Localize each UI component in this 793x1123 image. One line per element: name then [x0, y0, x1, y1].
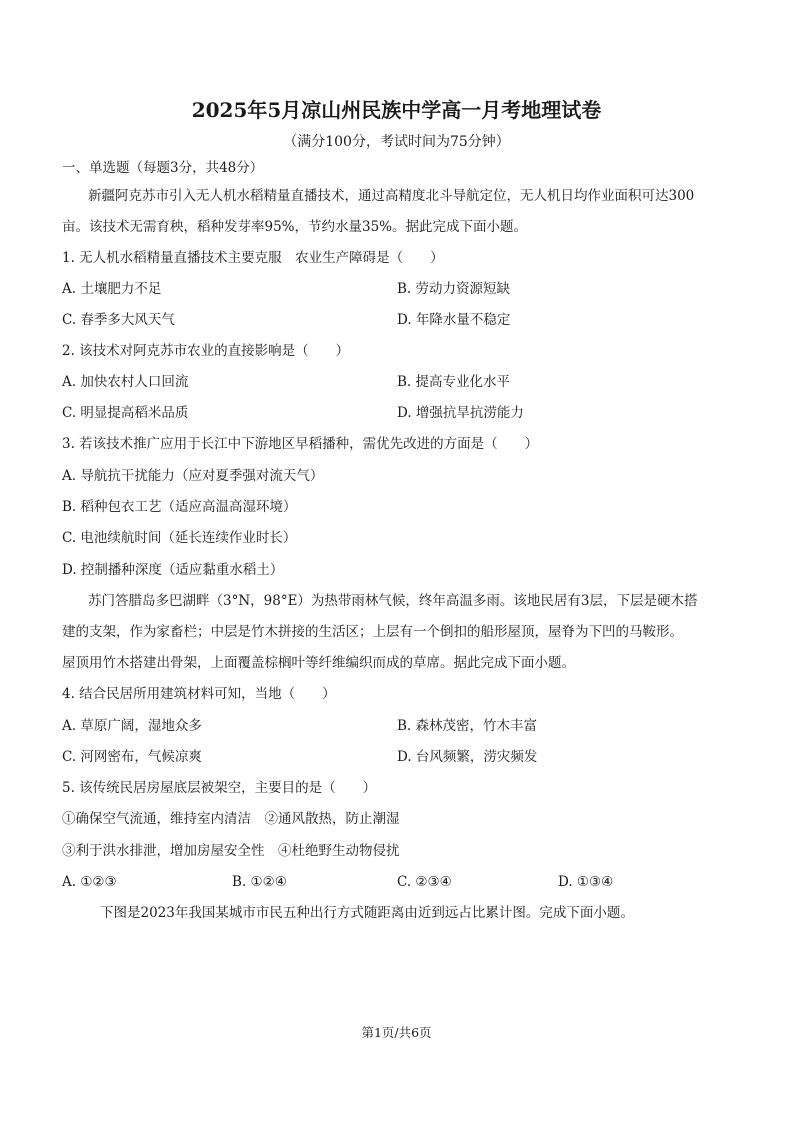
q3-option-c: C. 电池续航时间（延长连续作业时长）	[62, 530, 297, 546]
q4-option-c: C. 河网密布，气候凉爽	[62, 749, 202, 765]
q1-stem: 1. 无人机水稻精量直播技术主要克服 农业生产障碍是（ ）	[62, 250, 444, 266]
q1-option-a: A. 土壤肥力不足	[62, 281, 162, 297]
q2-stem: 2. 该技术对阿克苏市农业的直接影响是（ ）	[62, 343, 350, 359]
q3-stem: 3. 若该技术推广应用于长江中下游地区早稻播种，需优先改进的方面是（ ）	[62, 436, 539, 452]
q5-stem: 5. 该传统民居房屋底层被架空，主要目的是（ ）	[62, 780, 377, 796]
q3-option-b: B. 稻种包衣工艺（适应高温高湿环境）	[62, 499, 297, 515]
q5-option-a: A. ①②③	[62, 874, 117, 890]
q4-stem: 4. 结合民居所用建筑材料可知，当地（ ）	[62, 686, 336, 702]
q5-statements-1: ①确保空气流通，维持室内清洁 ②通风散热，防止潮湿	[62, 811, 400, 827]
q1-option-b: B. 劳动力资源短缺	[397, 281, 511, 297]
passage3-line1: 下图是2023年我国某城市市民五种出行方式随距离由近到远占比累计图。完成下面小题。	[100, 905, 634, 921]
section-heading: 一、单选题（每题3分，共48分）	[62, 160, 264, 176]
exam-subtitle: （满分100分，考试时间为75分钟）	[283, 134, 510, 150]
passage1-line2: 亩。该技术无需育秧，稻种发芽率95%，节约水量35%。据此完成下面小题。	[62, 219, 528, 235]
q1-option-c: C. 春季多大风天气	[62, 312, 175, 328]
q5-statements-2: ③利于洪水排泄，增加房屋安全性 ④杜绝野生动物侵扰	[62, 843, 400, 859]
page-number: 第1页/共6页	[361, 1025, 432, 1040]
q2-option-b: B. 提高专业化水平	[397, 374, 511, 390]
q4-option-b: B. 森林茂密，竹木丰富	[397, 718, 538, 734]
q5-option-b: B. ①②④	[232, 874, 287, 890]
q5-option-d: D. ①③④	[558, 874, 614, 890]
q3-option-d: D. 控制播种深度（适应黏重水稻土）	[62, 562, 284, 578]
q4-option-a: A. 草原广阔，湿地众多	[62, 718, 202, 734]
passage2-line2: 建的支架，作为家畜栏；中层是竹木拼接的生活区；上层有一个倒扣的船形屋顶，屋脊为下凹的马鞍形。	[62, 624, 683, 640]
q5-option-c: C. ②③④	[397, 874, 452, 890]
q1-option-d: D. 年降水量不稳定	[397, 312, 511, 328]
q2-option-d: D. 增强抗旱抗涝能力	[397, 405, 524, 421]
exam-title: 2025年5月凉山州民族中学高一月考地理试卷	[191, 98, 602, 122]
q2-option-a: A. 加快农村人口回流	[62, 374, 189, 390]
passage1-line1: 新疆阿克苏市引入无人机水稻精量直播技术，通过高精度北斗导航定位，无人机日均作业面积可达300	[88, 188, 695, 204]
passage2-line3: 屋顶用竹木搭建出骨架，上面覆盖棕榈叶等纤维编织而成的草席。据此完成下面小题。	[62, 655, 575, 671]
q3-option-a: A. 导航抗干扰能力（应对夏季强对流天气）	[62, 468, 324, 484]
passage2-line1: 苏门答腊岛多巴湖畔（3°N，98°E）为热带雨林气候，终年高温多雨。该地民居有3层，下层是硬木搭	[88, 593, 698, 609]
q4-option-d: D. 台风频繁，涝灾频发	[397, 749, 538, 765]
q2-option-c: C. 明显提高稻米品质	[62, 405, 189, 421]
